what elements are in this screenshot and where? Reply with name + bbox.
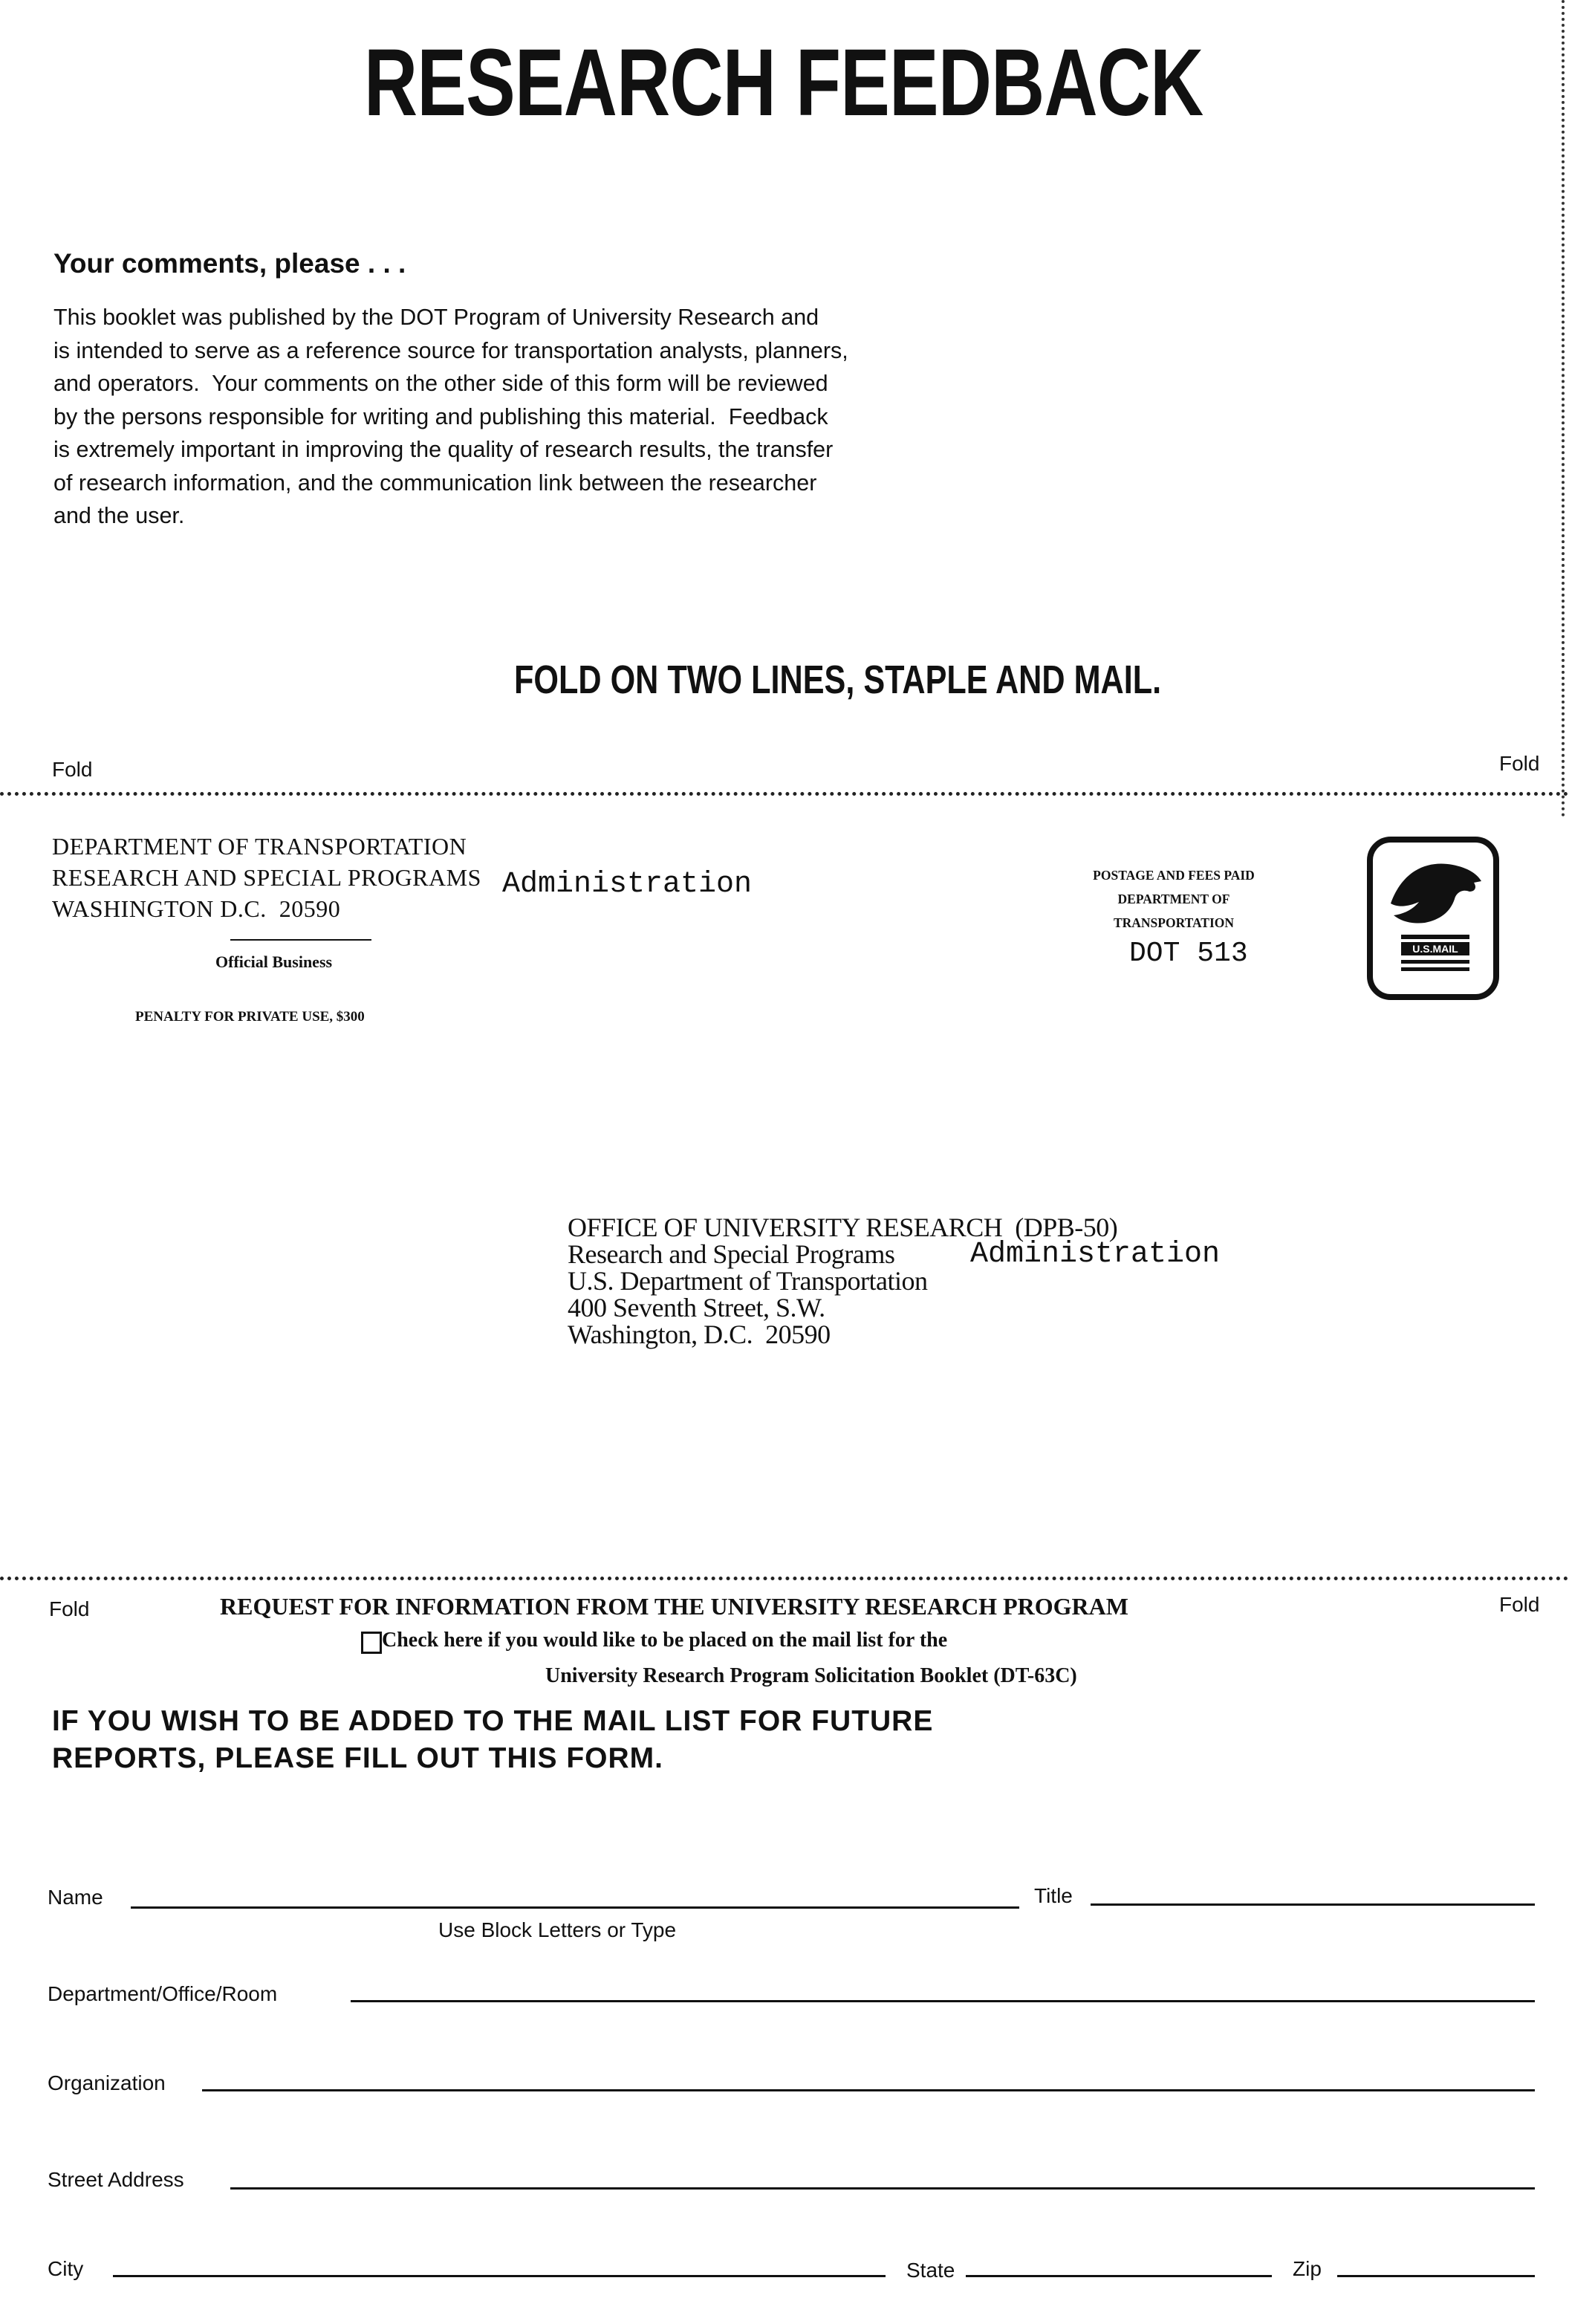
department-field[interactable] [351, 2000, 1535, 2002]
comments-body: This booklet was published by the DOT Program of University Research and is intended to serve as a reference source for transportation analysts, planners, and operators. Your comments on the other side of this form will be reviewed by the persons responsible for writing and publishing this material. Feedback is extremely important in improving the quality of research results, the transfer of research information, and the communication link between the researcher and the user. [53, 305, 848, 528]
official-divider [230, 939, 371, 941]
request-title: REQUEST FOR INFORMATION FROM THE UNIVERSITY RESEARCH PROGRAM [220, 1593, 1128, 1620]
name-label: Name [48, 1886, 103, 1909]
request-instructions: IF YOU WISH TO BE ADDED TO THE MAIL LIST FOR FUTURE REPORTS, PLEASE FILL OUT THIS FORM. [52, 1705, 934, 1774]
fold-label-top-right: Fold [1499, 752, 1540, 775]
fold-line-top [0, 792, 1569, 796]
fold-label-bottom-right: Fold [1499, 1593, 1540, 1616]
checkbox-label-continued: University Research Program Solicitation Booklet (DT-63C) [545, 1664, 1077, 1687]
return-address: DEPARTMENT OF TRANSPORTATION RESEARCH AND SPECIAL PROGRAMS WASHINGTON D.C. 20590 [52, 833, 481, 922]
organization-field[interactable] [202, 2089, 1535, 2091]
fold-label-bottom-left: Fold [49, 1597, 90, 1620]
organization-label: Organization [48, 2071, 166, 2094]
page-title: RESEARCH FEEDBACK [364, 30, 1203, 136]
postage-indicia: POSTAGE AND FEES PAID DEPARTMENT OF TRANSPORTATION [1093, 868, 1255, 930]
postage-code: DOT 513 [1129, 938, 1248, 970]
fold-instruction: FOLD ON TWO LINES, STAPLE AND MAIL. [514, 658, 1162, 702]
street-address-label: Street Address [48, 2168, 184, 2191]
state-label: State [906, 2259, 955, 2282]
penalty-notice: PENALTY FOR PRIVATE USE, $300 [135, 1009, 365, 1025]
state-field[interactable] [966, 2275, 1272, 2277]
zip-field[interactable] [1337, 2275, 1535, 2277]
svg-text:U.S.MAIL: U.S.MAIL [1412, 943, 1458, 955]
zip-label: Zip [1293, 2257, 1322, 2280]
fold-label-top-left: Fold [52, 758, 93, 781]
mail-list-checkbox[interactable] [361, 1632, 382, 1654]
destination-address: OFFICE OF UNIVERSITY RESEARCH (DPB-50) Research and Special Programs U.S. Department of Transportation 400 Seventh Street, S.W. Washington, D.C. 20590 [568, 1213, 1118, 1349]
name-hint: Use Block Letters or Type [438, 1918, 677, 1941]
title-label: Title [1034, 1884, 1073, 1907]
street-address-field[interactable] [230, 2187, 1535, 2190]
comments-heading: Your comments, please . . . [53, 248, 406, 279]
return-address-handwritten: Administration [502, 868, 753, 901]
eagle-icon [1382, 851, 1486, 993]
official-business: Official Business [215, 952, 333, 971]
checkbox-label: Check here if you would like to be placed on the mail list for the [382, 1629, 948, 1652]
name-field[interactable] [131, 1906, 1019, 1909]
right-perforation [1562, 0, 1565, 817]
destination-handwritten: Administration [970, 1238, 1221, 1271]
city-field[interactable] [113, 2275, 886, 2277]
city-label: City [48, 2257, 84, 2280]
department-label: Department/Office/Room [48, 1982, 278, 2005]
us-mail-logo [1367, 837, 1499, 1000]
title-field[interactable] [1091, 1903, 1535, 1906]
fold-line-bottom [0, 1577, 1569, 1580]
